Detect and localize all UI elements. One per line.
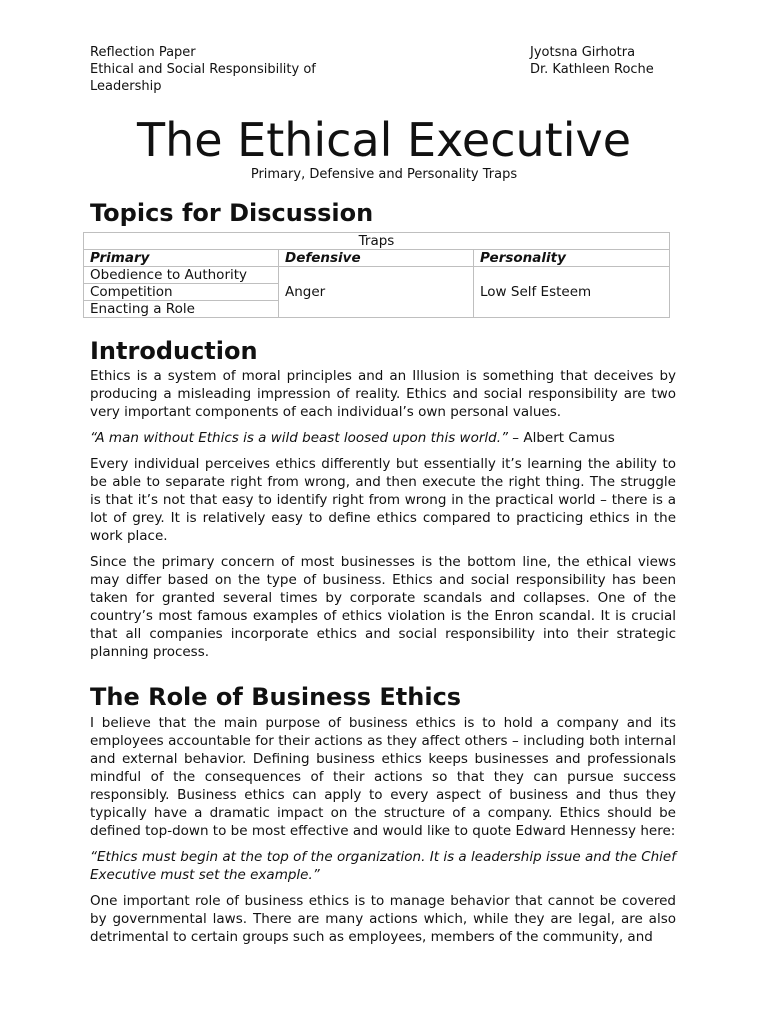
page-title: The Ethical Executive [136,113,632,167]
personality-cell: Low Self Esteem [474,267,670,318]
quote-paragraph [90,429,676,447]
header-course-line1: Ethical and Social Responsibility of [90,62,316,77]
quote-text: “A man without Ethics is a wild beast loosed upon this world.” [90,430,508,446]
table-caption: Traps [84,233,670,250]
topics-heading: Topics for Discussion [90,199,374,227]
primary-cell: Competition [84,284,279,301]
header-course-line2: Leadership [90,79,162,94]
header-instructor: Dr. Kathleen Roche [530,62,654,77]
column-header-defensive: Defensive [279,250,474,267]
role-section [90,714,676,954]
column-header-primary: Primary [84,250,279,267]
paragraph: One important role of business ethics is to manage behavior that cannot be covered by governmental laws. There are many actions which, while they are legal, are also detrimental to certain groups such as employees, members of the community, and [90,893,676,945]
header-author: Jyotsna Girhotra [530,45,636,60]
quote-paragraph: “Ethics must begin at the top of the organization. It is a leadership issue and the Chief Executive must set the example.” [90,849,676,883]
table-header-row [84,250,670,267]
table-row [84,267,670,284]
header-doc-type: Reflection Paper [90,45,196,60]
primary-cell: Enacting a Role [84,301,279,318]
quote-attribution: – Albert Camus [508,430,615,446]
paragraph: Since the primary concern of most businesses is the bottom line, the ethical views may differ based on the type of business. Ethics and social responsibility has been taken for granted several times by corporate scandals and collapses. One of the country’s most famous examples of ethics violation is the Enron scandal. It is crucial that all companies incorporate ethics and social responsibility into their strategic planning process. [90,554,676,660]
page-subtitle: Primary, Defensive and Personality Traps [250,167,518,182]
header-right [530,44,660,78]
table-caption-row [84,233,670,250]
primary-cell: Obedience to Authority [84,267,279,284]
paragraph: Every individual perceives ethics differently but essentially it’s learning the ability to be able to separate right from wrong, and then execute the right thing. The struggle is that it’s not that easy to identify right from wrong in the practical world – there is a lot of grey. It is relatively easy to define ethics compared to practicing ethics in the work place. [90,456,676,544]
role-heading: The Role of Business Ethics [90,683,462,711]
introduction-heading: Introduction [90,337,258,365]
header-left [90,44,316,95]
paragraph: I believe that the main purpose of business ethics is to hold a company and its employees accountable for their actions as they affect others – including both internal and external behavior. Defining business ethics keeps businesses and professionals mindful of the consequences of their actions so that they can pursue success responsibly. Business ethics can apply to every aspect of business and thus they typically have a dramatic impact on the structure of a company. Ethics should be defined top-down to be most effective and would like to quote Edward Hennessy here: [90,715,676,839]
introduction-section [90,367,676,669]
defensive-cell: Anger [279,267,474,318]
paragraph: Ethics is a system of moral principles and an Illusion is something that deceives by producing a misleading impression of reality. Ethics and social responsibility are two very important components of each individual’s own personal values. [90,368,676,420]
traps-table [83,232,670,318]
column-header-personality: Personality [474,250,670,267]
